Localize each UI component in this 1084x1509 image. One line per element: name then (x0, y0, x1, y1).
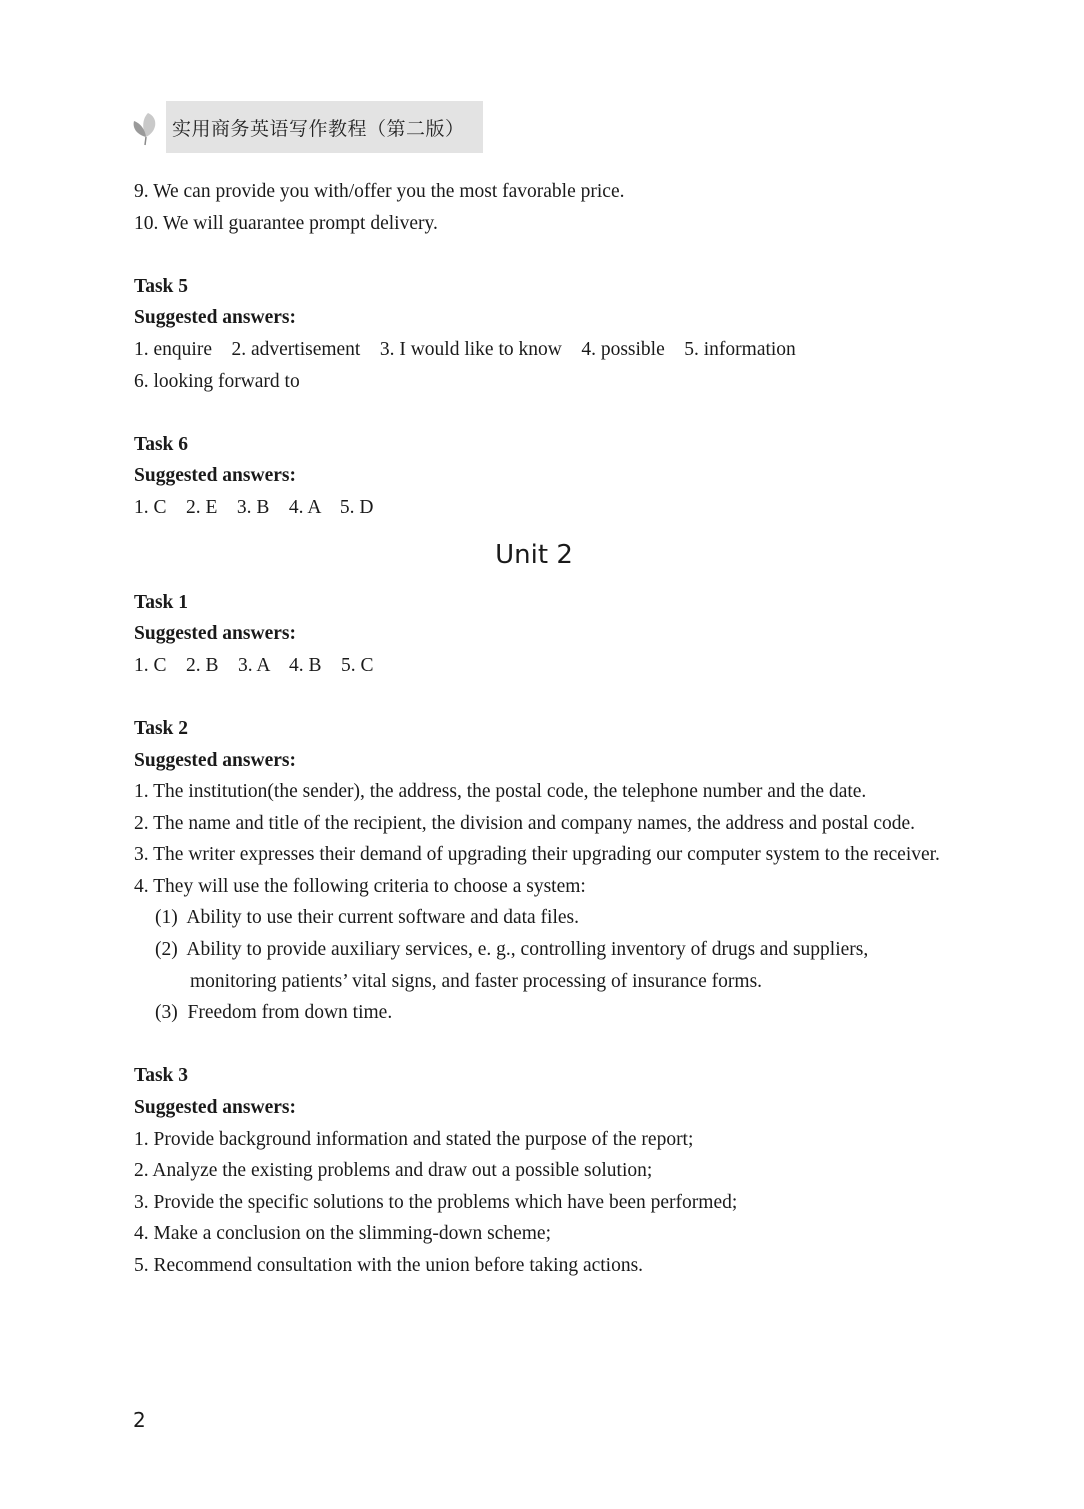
page-number: 2 (133, 1408, 146, 1432)
answer-item: 3. The writer expresses their demand of upgrading their upgrading our computer system to the receiver. (134, 844, 940, 866)
criteria-item: (2) Ability to provide auxiliary services, e. g., controlling inventory of drugs and suppliers, monitoring patients’ vital signs, and faster processing of insurance forms. (155, 939, 874, 992)
answer-item: 10. We will guarantee prompt delivery. (134, 212, 438, 234)
leaf-logo-icon (128, 107, 162, 147)
task-heading: Task 3 (134, 1065, 189, 1087)
answer-item: 5. Recommend consultation with the union before taking actions. (134, 1255, 644, 1276)
page-content (134, 176, 954, 1282)
answer-line: 1. enquire 2. advertisement 3. I would like to know 4. possible 5. information (134, 338, 796, 360)
answer-item: 1. The institution(the sender), the address, the postal code, the telephone number and the date. (134, 781, 867, 803)
answer-line: 6. looking forward to (134, 370, 300, 392)
criteria-item: (3) Freedom from down time. (155, 1002, 393, 1024)
task-heading: Task 6 (134, 433, 189, 455)
answer-item: 4. They will use the following criteria to choose a system: (134, 875, 586, 897)
answer-line: 1. C 2. B 3. A 4. B 5. C (134, 654, 374, 676)
answer-line: 1. C 2. E 3. B 4. A 5. D (134, 496, 374, 518)
answers-heading: Suggested answers: (134, 1097, 296, 1119)
answer-item: 3. Provide the specific solutions to the problems which have been performed; (134, 1191, 738, 1213)
task-heading: Task 2 (134, 717, 189, 739)
unit-title: Unit 2 (495, 539, 573, 570)
task-heading: Task 1 (134, 591, 189, 613)
answers-heading: Suggested answers: (134, 749, 296, 771)
task-heading: Task 5 (134, 275, 189, 297)
answer-item: 2. Analyze the existing problems and draw out a possible solution; (134, 1160, 653, 1182)
answers-heading: Suggested answers: (134, 465, 296, 487)
page-header (128, 101, 483, 153)
answers-heading: Suggested answers: (134, 307, 296, 329)
answer-item: 1. Provide background information and stated the purpose of the report; (134, 1128, 694, 1150)
answers-heading: Suggested answers: (134, 623, 296, 645)
answer-item: 2. The name and title of the recipient, the division and company names, the address and postal code. (134, 812, 916, 834)
answer-item: 9. We can provide you with/offer you the most favorable price. (134, 181, 625, 202)
criteria-item: (1) Ability to use their current software and data files. (155, 907, 579, 929)
answer-item: 4. Make a conclusion on the slimming-down scheme; (134, 1223, 552, 1245)
book-title: 实用商务英语写作教程（第二版） (166, 101, 483, 153)
